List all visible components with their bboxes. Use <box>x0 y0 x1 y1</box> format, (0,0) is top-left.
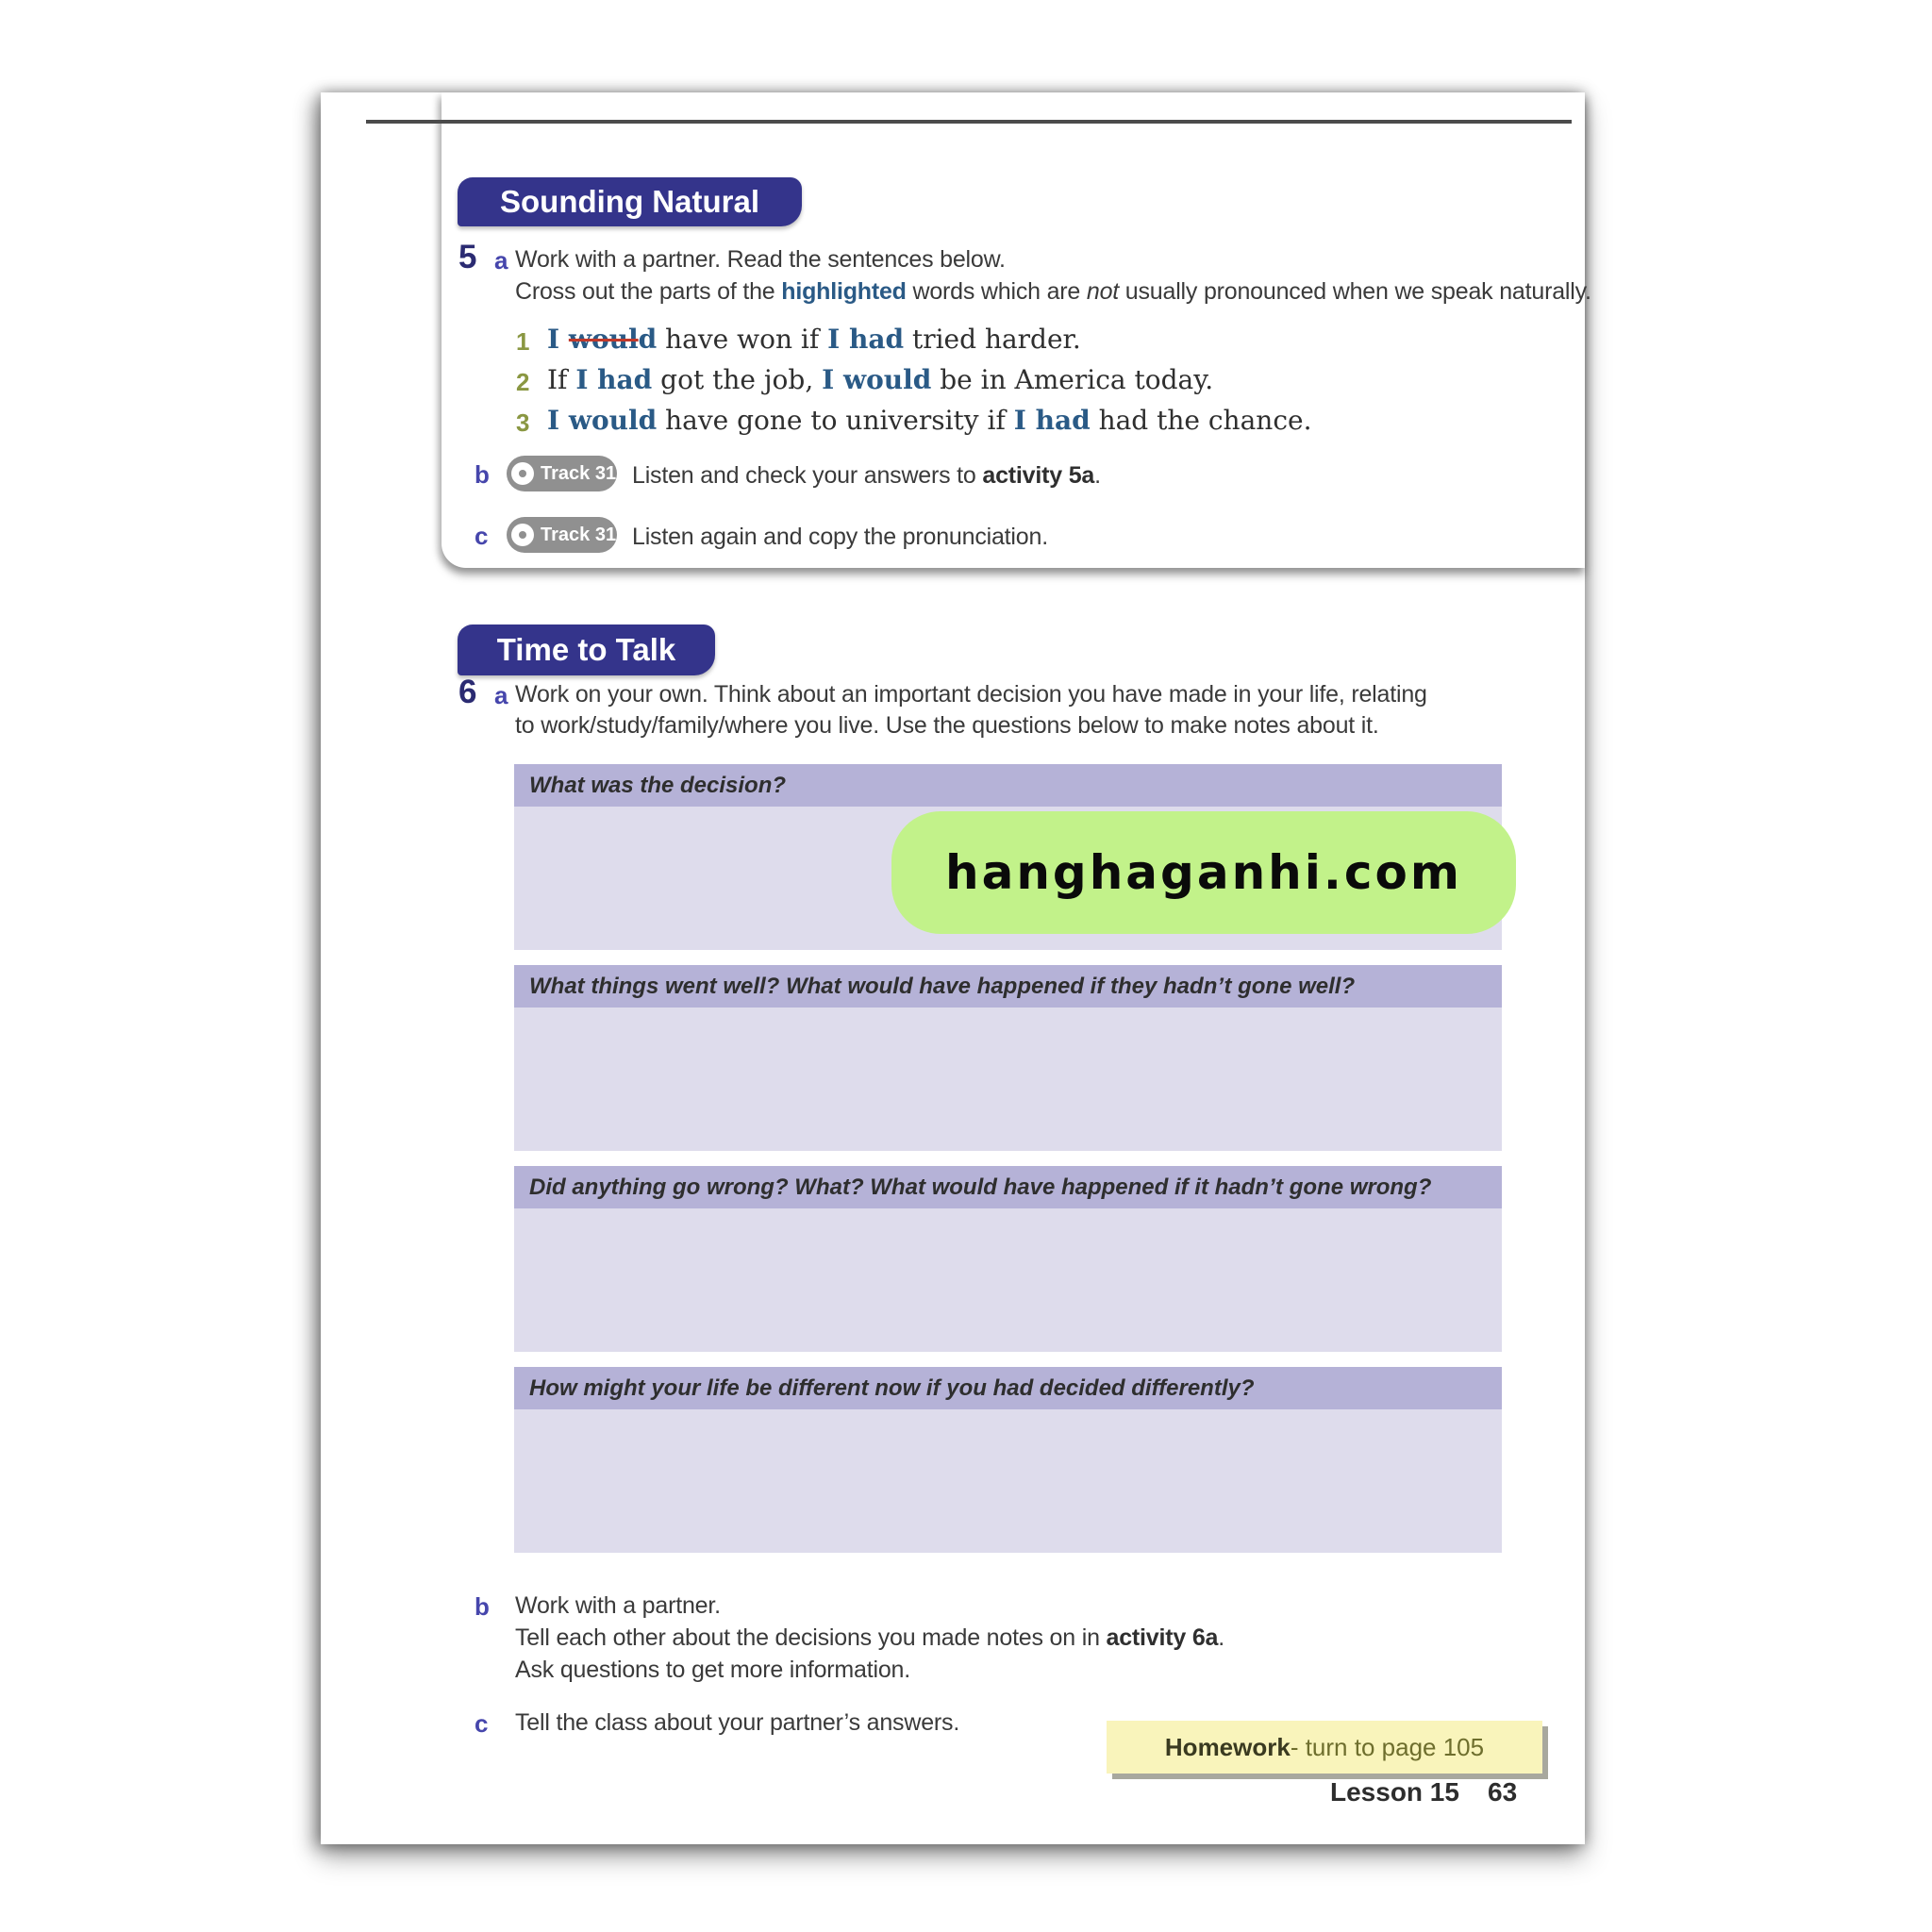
cd-icon <box>511 462 534 485</box>
watermark-pill: hanghaganhi.com <box>891 811 1516 934</box>
exercise-5a-instruction-line2: Cross out the parts of the highlighted words which are not usually pronounced when we speak naturally. <box>515 278 1591 305</box>
track-31-label: Track 31 <box>541 462 617 484</box>
exercise-5c-caption: Listen again and copy the pronunciation. <box>632 524 1048 550</box>
top-rule <box>366 120 1572 124</box>
time-to-talk-badge: Time to Talk <box>458 625 715 675</box>
exercise-6c-text: Tell the class about your partner’s answers. <box>515 1709 960 1736</box>
sentence-3-text: I would have gone to university if I had had the chance. <box>547 405 1312 436</box>
question-box-4 <box>514 1367 1502 1553</box>
question-box-2-notes-area <box>514 1008 1502 1151</box>
question-box-2-header: What things went well? What would have happened if they hadn’t gone well? <box>514 965 1502 1008</box>
question-box-3-notes-area <box>514 1208 1502 1352</box>
exercise-6b-line3: Ask questions to get more information. <box>515 1657 910 1683</box>
cd-icon <box>511 524 534 546</box>
track-31-badge-b <box>507 456 617 491</box>
exercise-5b-letter: b <box>475 460 490 489</box>
question-box-2 <box>514 965 1502 1151</box>
question-box-4-header: How might your life be different now if you had decided differently? <box>514 1367 1502 1409</box>
sentence-1-number: 1 <box>516 327 530 356</box>
track-31-label: Track 31 <box>541 524 617 545</box>
textbook-page <box>321 92 1591 1844</box>
question-box-4-notes-area <box>514 1409 1502 1553</box>
sentence-2-text: If I had got the job, I would be in America today. <box>547 364 1214 395</box>
exercise-5c-letter: c <box>475 522 489 550</box>
footer-page-number: 63 <box>1488 1777 1518 1807</box>
homework-note: Homework - turn to page 105 <box>1107 1721 1542 1774</box>
footer-lesson-label: Lesson 15 <box>1330 1777 1459 1807</box>
exercise-5b-caption: Listen and check your answers to activity 5a. <box>632 462 1101 489</box>
exercise-5a-instruction-line1: Work with a partner. Read the sentences below. <box>515 246 1006 273</box>
question-box-3-header: Did anything go wrong? What? What would have happened if it hadn’t gone wrong? <box>514 1166 1502 1208</box>
exercise-6b-line2: Tell each other about the decisions you made notes on in activity 6a. <box>515 1624 1224 1651</box>
sentence-1-text: I would have won if I had tried harder. <box>547 324 1081 355</box>
exercise-6-number: 6 <box>458 674 477 710</box>
exercise-6a-letter: a <box>494 681 508 709</box>
sounding-natural-badge: Sounding Natural <box>458 177 802 226</box>
exercise-5-number: 5 <box>458 239 477 275</box>
question-box-1-header: What was the decision? <box>514 764 1502 807</box>
question-box-3 <box>514 1166 1502 1352</box>
sentence-2-number: 2 <box>516 368 530 396</box>
track-31-badge-c <box>507 517 617 553</box>
exercise-6b-line1: Work with a partner. <box>515 1592 721 1619</box>
sentence-3-number: 3 <box>516 408 530 437</box>
exercise-5a-letter: a <box>494 246 508 275</box>
exercise-6b-letter: b <box>475 1592 490 1621</box>
exercise-6a-instruction-line2: to work/study/family/where you live. Use the questions below to make notes about it. <box>515 712 1379 739</box>
exercise-6c-letter: c <box>475 1709 489 1738</box>
exercise-6a-instruction-line1: Work on your own. Think about an important decision you have made in your life, relating <box>515 681 1427 708</box>
